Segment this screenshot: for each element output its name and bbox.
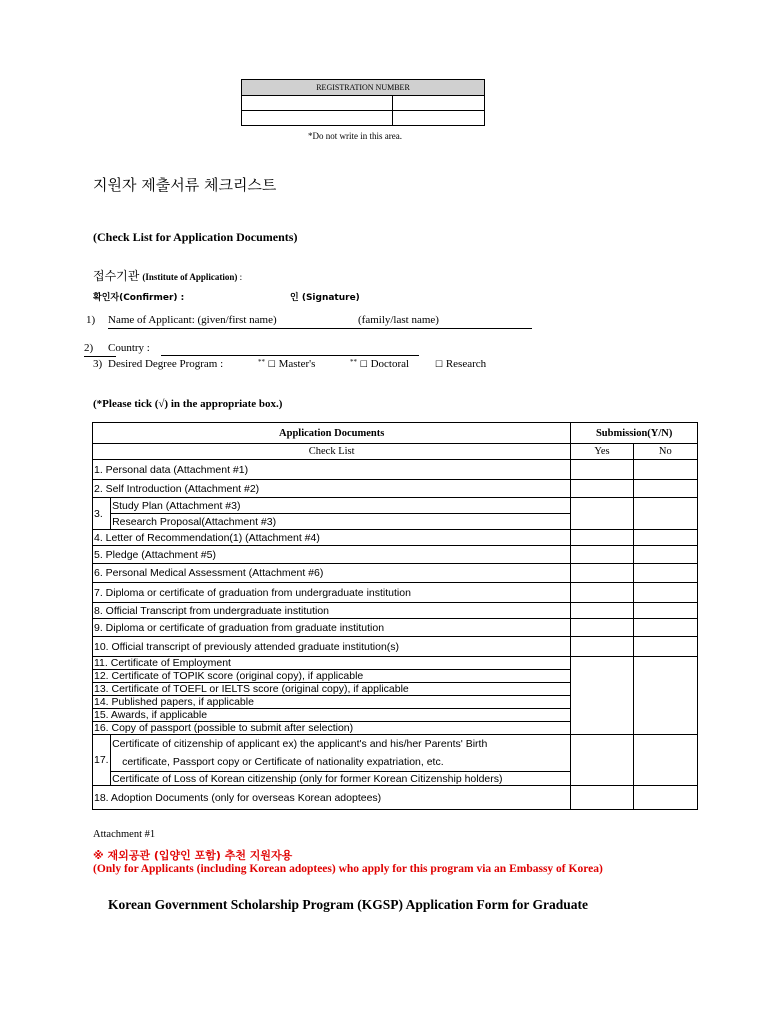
no-cell[interactable] xyxy=(633,530,697,546)
subheader-yes: Yes xyxy=(571,444,633,460)
document-row-label: 2. Self Introduction (Attachment #2) xyxy=(93,480,571,498)
no-cell[interactable] xyxy=(633,583,697,603)
option-mark: ** xyxy=(350,358,357,366)
option-mark: ** xyxy=(258,358,265,366)
form-title: Korean Government Scholarship Program (KGSP) Application Form for Graduate xyxy=(108,897,588,912)
title-korean: 지원자 제출서류 체크리스트 xyxy=(93,176,277,194)
document-row-label: Study Plan (Attachment #3) xyxy=(111,498,571,514)
header-application-documents: Application Documents xyxy=(93,423,571,444)
yes-cell[interactable] xyxy=(571,498,633,530)
yes-cell[interactable] xyxy=(571,603,633,619)
document-row-label: 11. Certificate of Employment xyxy=(93,657,571,670)
document-row-label: 14. Published papers, if applicable xyxy=(93,696,571,709)
family-name-label: (family/last name) xyxy=(358,314,439,326)
checkbox-icon[interactable]: ☐ xyxy=(359,359,368,369)
registration-cell xyxy=(393,96,485,111)
document-row-label: 15. Awards, if applicable xyxy=(93,709,571,722)
checkbox-icon[interactable]: ☐ xyxy=(267,359,276,369)
subheader-check-list: Check List xyxy=(93,444,571,460)
document-row-label: 4. Letter of Recommendation(1) (Attachment #4) xyxy=(93,530,571,546)
yes-cell[interactable] xyxy=(571,637,633,657)
document-row-label: 9. Diploma or certificate of graduation from graduate institution xyxy=(93,619,571,637)
no-cell[interactable] xyxy=(633,460,697,480)
registration-cell xyxy=(242,96,393,111)
document-row-label: 6. Personal Medical Assessment (Attachment #6) xyxy=(93,564,571,583)
registration-note: *Do not write in this area. xyxy=(308,131,402,141)
no-cell[interactable] xyxy=(633,603,697,619)
document-row-label: 12. Certificate of TOPIK score (original copy), if applicable xyxy=(93,670,571,683)
no-cell[interactable] xyxy=(633,498,697,530)
yes-cell[interactable] xyxy=(571,546,633,564)
no-cell[interactable] xyxy=(633,786,697,810)
yes-cell[interactable] xyxy=(571,735,633,786)
yes-cell[interactable] xyxy=(571,530,633,546)
degree-option-research[interactable] xyxy=(435,358,486,370)
attachment-korean-note: ※ 재외공관 (입양인 포함) 추천 지원자용 xyxy=(93,849,293,862)
institute-english: (Institute of Application) xyxy=(142,272,238,282)
no-cell[interactable] xyxy=(633,619,697,637)
checkbox-icon[interactable]: ☐ xyxy=(435,359,444,369)
degree-number: 3) xyxy=(93,358,103,370)
yes-cell[interactable] xyxy=(571,460,633,480)
document-row-label: Research Proposal(Attachment #3) xyxy=(111,514,571,530)
document-row-label: 5. Pledge (Attachment #5) xyxy=(93,546,571,564)
document-row-label: Certificate of Loss of Korean citizenship (only for former Korean Citizenship holders) xyxy=(111,772,571,786)
country-label: Country : xyxy=(108,342,150,354)
institute-korean: 접수기관 xyxy=(93,269,140,283)
yes-cell[interactable] xyxy=(571,657,633,735)
attachment-english-note: (Only for Applicants (including Korean adoptees) who apply for this program via an Embassy of Korea) xyxy=(93,863,603,875)
confirmer-label: 확인자(Confirmer) : xyxy=(93,293,185,303)
document-row-label: 16. Copy of passport (possible to submit after selection) xyxy=(93,722,571,735)
registration-cell xyxy=(242,111,393,126)
name-of-applicant-field[interactable] xyxy=(108,314,532,329)
header-submission: Submission(Y/N) xyxy=(571,423,698,444)
document-row-label: 18. Adoption Documents (only for overseas Korean adoptees) xyxy=(93,786,571,810)
no-cell[interactable] xyxy=(633,637,697,657)
title-english: (Check List for Application Documents) xyxy=(93,230,298,244)
option-label: Research xyxy=(445,358,487,370)
document-row-label: 10. Official transcript of previously attended graduate institution(s) xyxy=(93,637,571,657)
signature-label: 인 (Signature) xyxy=(290,293,360,303)
attachment-label: Attachment #1 xyxy=(93,829,156,840)
yes-cell[interactable] xyxy=(571,564,633,583)
name-label: Name of Applicant: (given/first name) xyxy=(108,314,277,326)
country-field[interactable] xyxy=(161,342,419,356)
citizenship-line-1: Certificate of citizenship of applicant ex) the applicant's and his/her Parents' Birth xyxy=(112,738,488,750)
yes-cell[interactable] xyxy=(571,786,633,810)
document-row-label: 13. Certificate of TOEFL or IELTS score (original copy), if applicable xyxy=(93,683,571,696)
no-cell[interactable] xyxy=(633,735,697,786)
document-row-label xyxy=(111,735,571,772)
yes-cell[interactable] xyxy=(571,619,633,637)
yes-cell[interactable] xyxy=(571,480,633,498)
registration-cell xyxy=(393,111,485,126)
document-row-number: 3. xyxy=(93,498,111,530)
degree-label: Desired Degree Program : xyxy=(108,358,224,370)
tick-instruction: (*Please tick (√) in the appropriate box.) xyxy=(93,398,283,410)
citizenship-line-2: certificate, Passport copy or Certificate of nationality expatriation, etc. xyxy=(122,756,444,768)
registration-number-box xyxy=(241,79,485,126)
institute-colon: : xyxy=(237,272,243,282)
no-cell[interactable] xyxy=(633,480,697,498)
document-row-label: 7. Diploma or certificate of graduation from undergraduate institution xyxy=(93,583,571,603)
document-row-number: 17. xyxy=(93,735,111,786)
document-row-label: 8. Official Transcript from undergraduate institution xyxy=(93,603,571,619)
subheader-no: No xyxy=(633,444,697,460)
yes-cell[interactable] xyxy=(571,583,633,603)
registration-number-header: REGISTRATION NUMBER xyxy=(242,80,485,96)
document-row-label: 1. Personal data (Attachment #1) xyxy=(93,460,571,480)
option-label: Doctoral xyxy=(370,358,410,370)
name-number: 1) xyxy=(86,314,96,326)
institute-line xyxy=(93,267,242,284)
no-cell[interactable] xyxy=(633,657,697,735)
degree-option-masters[interactable] xyxy=(258,358,315,370)
country-number: 2) xyxy=(84,342,116,357)
degree-option-doctoral[interactable] xyxy=(350,358,409,370)
no-cell[interactable] xyxy=(633,546,697,564)
checklist-table xyxy=(92,422,698,810)
no-cell[interactable] xyxy=(633,564,697,583)
option-label: Master's xyxy=(278,358,316,370)
